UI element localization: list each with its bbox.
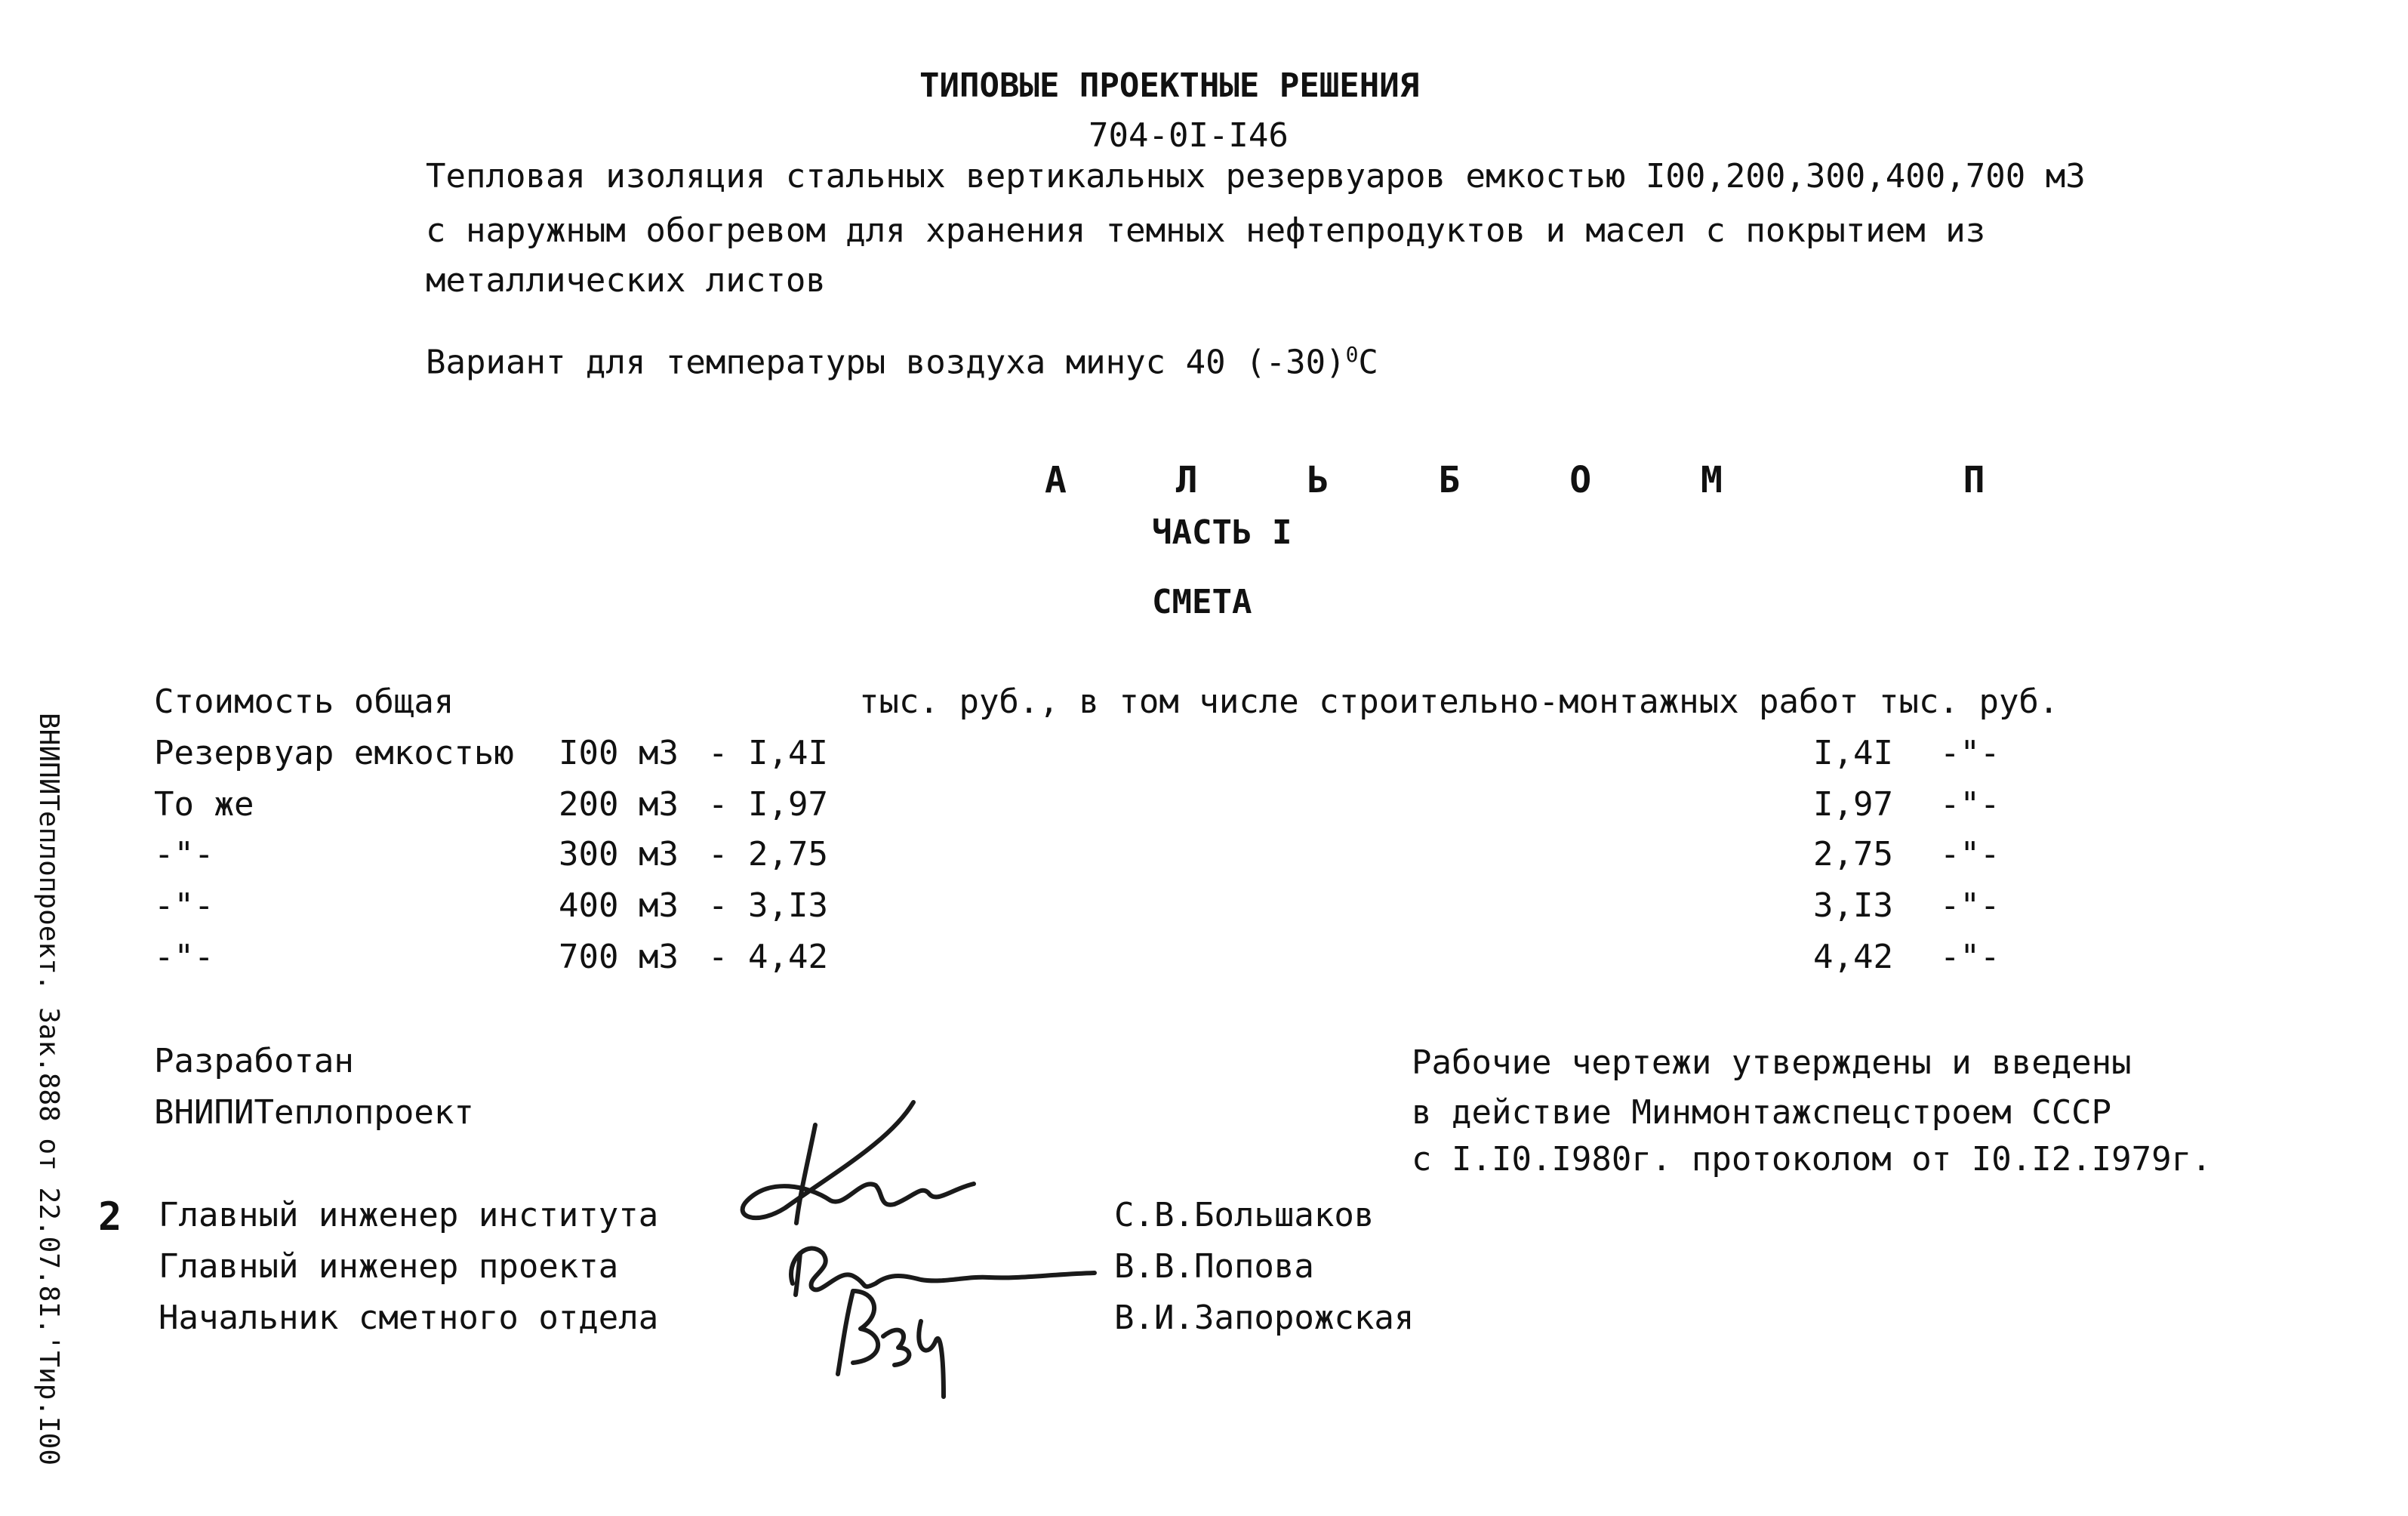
cost-row-unit: -"- bbox=[1940, 835, 2000, 874]
signatory-role: Главный инженер проекта bbox=[159, 1247, 619, 1286]
cost-row-unit: -"- bbox=[1940, 734, 2000, 772]
variant-text: Вариант для температуры воздуха минус 40 (-30) bbox=[426, 343, 1346, 382]
album-part: ЧАСТЬ I bbox=[1152, 513, 1292, 552]
cost-row-volume: 700 м3 bbox=[559, 938, 679, 976]
description-line-1: Тепловая изоляция стальных вертикальных резервуаров емкостью I00,200,300,400,700 м3 bbox=[426, 157, 2086, 196]
cost-heading-right: тыс. руб., в том числе строительно-монтажных работ тыс. руб. bbox=[859, 683, 2059, 721]
approval-line-2: в действие Минмонтажспецстроем СССР bbox=[1412, 1093, 2112, 1132]
signatory-role: Главный инженер института bbox=[159, 1196, 659, 1234]
signatory-role: Начальник сметного отдела bbox=[159, 1299, 659, 1337]
cost-row-unit: -"- bbox=[1940, 785, 2000, 824]
description-line-2: с наружным обогревом для хранения темных нефтепродуктов и масел с покрытием из bbox=[426, 211, 1986, 250]
cost-row-total: - 2,75 bbox=[708, 835, 828, 874]
cost-row-total: - 4,42 bbox=[708, 938, 828, 976]
signatory-name: С.В.Большаков bbox=[1114, 1196, 1375, 1234]
cost-row-volume: 200 м3 bbox=[559, 785, 679, 824]
approval-line-3: с I.I0.I980г. протоколом от I0.I2.I979г. bbox=[1412, 1140, 2212, 1179]
cost-row-label: Резервуар емкостью bbox=[154, 734, 514, 772]
signatory-name: В.И.Запорожская bbox=[1114, 1299, 1415, 1337]
cost-row-construction: I,4I bbox=[1813, 734, 1893, 772]
document-series-title: ТИПОВЫЕ ПРОЕКТНЫЕ РЕШЕНИЯ bbox=[919, 66, 1420, 105]
section-title: СМЕТА bbox=[1152, 583, 1252, 621]
cost-row-label: -"- bbox=[154, 938, 214, 976]
cost-row-total: - 3,I3 bbox=[708, 886, 828, 925]
cost-row-unit: -"- bbox=[1940, 886, 2000, 925]
cost-row-label: -"- bbox=[154, 886, 214, 925]
cost-row-volume: 300 м3 bbox=[559, 835, 679, 874]
cost-row-unit: -"- bbox=[1940, 938, 2000, 976]
temperature-variant bbox=[426, 344, 1378, 380]
signatory-name: В.В.Попова bbox=[1114, 1247, 1314, 1286]
developer-organization: ВНИПИТеплопроект bbox=[154, 1093, 474, 1132]
cost-row-volume: I00 м3 bbox=[559, 734, 679, 772]
cost-row-volume: 400 м3 bbox=[559, 886, 679, 925]
album-title: А Л Ь Б О М П bbox=[1045, 459, 2029, 501]
project-code: 704-0I-I46 bbox=[1089, 116, 1289, 155]
approval-line-1: Рабочие чертежи утверждены и введены bbox=[1412, 1043, 2132, 1082]
cost-row-label: -"- bbox=[154, 835, 214, 874]
developer-label: Разработан bbox=[154, 1042, 354, 1080]
signature-chief-engineer-institute bbox=[725, 1095, 996, 1246]
cost-row-construction: 4,42 bbox=[1813, 938, 1893, 976]
variant-degree: 0 bbox=[1345, 342, 1359, 367]
cost-row-construction: 2,75 bbox=[1813, 835, 1893, 874]
cost-row-total: - I,4I bbox=[708, 734, 828, 772]
side-stamp: ВНИПИТеплопроект. Зак.888 от 22.07.8I.'Тир.I00 bbox=[33, 713, 64, 1465]
description-line-3: металлических листов bbox=[426, 261, 826, 300]
cost-row-construction: I,97 bbox=[1813, 785, 1893, 824]
cost-row-label: То же bbox=[154, 785, 254, 824]
signature-head-estimate-dept bbox=[830, 1276, 966, 1404]
cost-heading-left: Стоимость общая bbox=[154, 683, 454, 721]
cost-row-construction: 3,I3 bbox=[1813, 886, 1893, 925]
margin-mark: 2 bbox=[98, 1194, 122, 1240]
variant-unit: С bbox=[1358, 343, 1378, 382]
cost-row-total: - I,97 bbox=[708, 785, 828, 824]
